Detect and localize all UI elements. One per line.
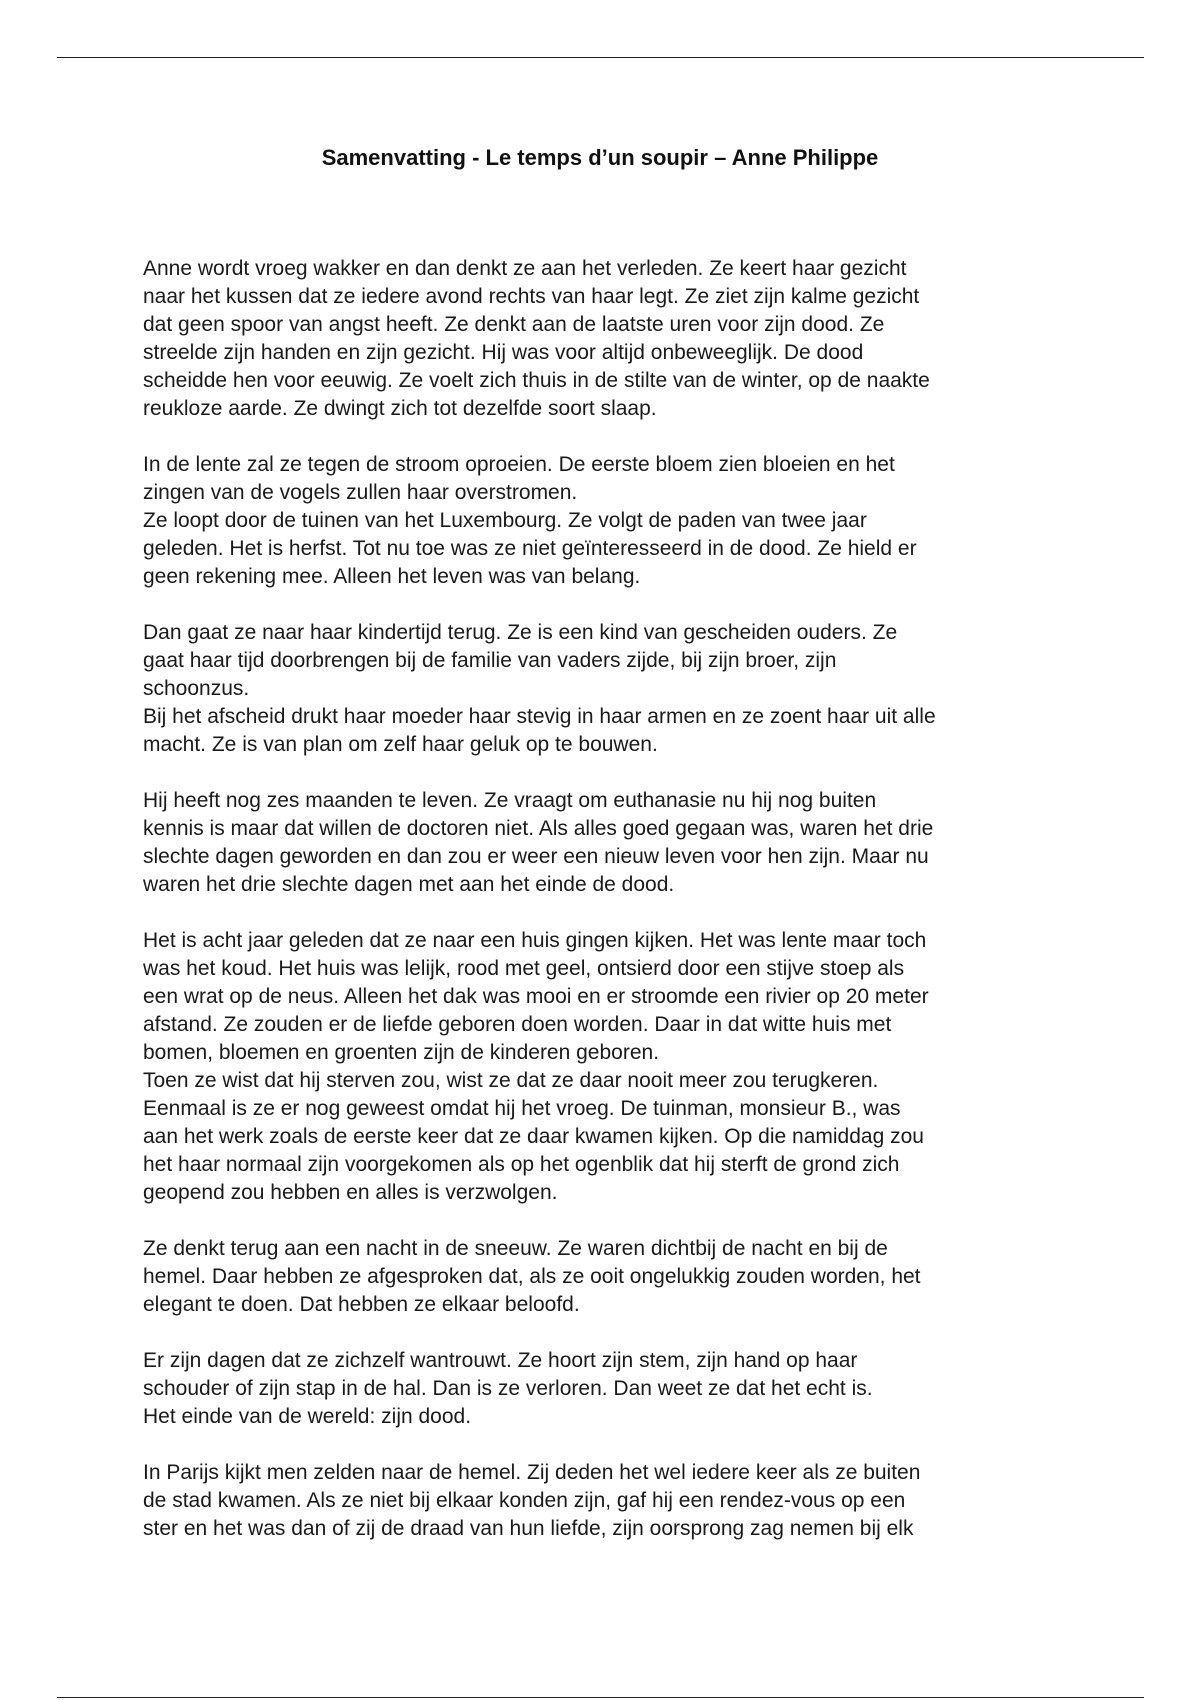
text-line: Er zijn dagen dat ze zichzelf wantrouwt. Ze hoort zijn stem, zijn hand op haar xyxy=(143,1349,858,1372)
text-line: slechte dagen geworden en dan zou er weer een nieuw leven voor hen zijn. Maar nu xyxy=(143,845,929,868)
paragraph-1 xyxy=(143,255,1073,423)
text-line: Eenmaal is ze er nog geweest omdat hij het vroeg. De tuinman, monsieur B., was xyxy=(143,1097,901,1120)
text-line: geen rekening mee. Alleen het leven was van belang. xyxy=(143,565,641,588)
document-body xyxy=(143,255,1073,1571)
text-line: zingen van de vogels zullen haar overstromen. xyxy=(143,481,578,504)
text-line: In de lente zal ze tegen de stroom oproeien. De eerste bloem zien bloeien en het xyxy=(143,453,895,476)
paragraph-6 xyxy=(143,1235,1073,1319)
paragraph-8 xyxy=(143,1459,1073,1543)
top-rule xyxy=(57,57,1144,58)
text-line: elegant te doen. Dat hebben ze elkaar beloofd. xyxy=(143,1293,580,1316)
text-line: macht. Ze is van plan om zelf haar geluk op te bouwen. xyxy=(143,733,658,756)
text-line: het haar normaal zijn voorgekomen als op het ogenblik dat hij sterft de grond zich xyxy=(143,1153,900,1176)
paragraph-7 xyxy=(143,1347,1073,1431)
text-line: In Parijs kijkt men zelden naar de hemel. Zij deden het wel iedere keer als ze buiten xyxy=(143,1461,921,1484)
text-line: schouder of zijn stap in de hal. Dan is ze verloren. Dan weet ze dat het echt is. xyxy=(143,1377,873,1400)
text-line: Dan gaat ze naar haar kindertijd terug. Ze is een kind van gescheiden ouders. Ze xyxy=(143,621,898,644)
text-line: Het is acht jaar geleden dat ze naar een huis gingen kijken. Het was lente maar toch xyxy=(143,929,927,952)
text-line: afstand. Ze zouden er de liefde geboren doen worden. Daar in dat witte huis met xyxy=(143,1013,892,1036)
paragraph-2 xyxy=(143,451,1073,591)
text-line: Bij het afscheid drukt haar moeder haar stevig in haar armen en ze zoent haar uit alle xyxy=(143,705,936,728)
text-line: ster en het was dan of zij de draad van hun liefde, zijn oorsprong zag nemen bij elk xyxy=(143,1517,914,1540)
text-line: streelde zijn handen en zijn gezicht. Hij was voor altijd onbeweeglijk. De dood xyxy=(143,341,864,364)
bottom-rule xyxy=(57,1697,1144,1698)
text-line: waren het drie slechte dagen met aan het einde de dood. xyxy=(143,873,675,896)
text-line: kennis is maar dat willen de doctoren niet. Als alles goed gegaan was, waren het drie xyxy=(143,817,934,840)
paragraph-4 xyxy=(143,787,1073,899)
text-line: dat geen spoor van angst heeft. Ze denkt aan de laatste uren voor zijn dood. Ze xyxy=(143,313,885,336)
text-line: schoonzus. xyxy=(143,677,250,700)
text-line: gaat haar tijd doorbrengen bij de familie van vaders zijde, bij zijn broer, zijn xyxy=(143,649,837,672)
text-line: geopend zou hebben en alles is verzwolgen. xyxy=(143,1181,558,1204)
text-line: Het einde van de wereld: zijn dood. xyxy=(143,1405,472,1428)
text-line: bomen, bloemen en groenten zijn de kinderen geboren. xyxy=(143,1041,660,1064)
text-line: was het koud. Het huis was lelijk, rood met geel, ontsierd door een stijve stoep als xyxy=(143,957,905,980)
text-line: geleden. Het is herfst. Tot nu toe was ze niet geïnteresseerd in de dood. Ze hield er xyxy=(143,537,917,560)
paragraph-3 xyxy=(143,619,1073,759)
text-line: een wrat op de neus. Alleen het dak was mooi en er stroomde een rivier op 20 meter xyxy=(143,985,929,1008)
text-line: Anne wordt vroeg wakker en dan denkt ze aan het verleden. Ze keert haar gezicht xyxy=(143,257,907,280)
text-line: de stad kwamen. Als ze niet bij elkaar konden zijn, gaf hij een rendez-vous op een xyxy=(143,1489,906,1512)
text-line: Ze loopt door de tuinen van het Luxembourg. Ze volgt de paden van twee jaar xyxy=(143,509,867,532)
document-title: Samenvatting - Le temps d’un soupir – Anne Philippe xyxy=(321,145,879,170)
text-line: Hij heeft nog zes maanden te leven. Ze vraagt om euthanasie nu hij nog buiten xyxy=(143,789,877,812)
text-line: scheidde hen voor eeuwig. Ze voelt zich thuis in de stilte van de winter, op de naakte xyxy=(143,369,930,392)
text-line: hemel. Daar hebben ze afgesproken dat, als ze ooit ongelukkig zouden worden, het xyxy=(143,1265,921,1288)
paragraph-5 xyxy=(143,927,1073,1207)
text-line: reukloze aarde. Ze dwingt zich tot dezelfde soort slaap. xyxy=(143,397,657,420)
text-line: Toen ze wist dat hij sterven zou, wist ze dat ze daar nooit meer zou terugkeren. xyxy=(143,1069,879,1092)
text-line: Ze denkt terug aan een nacht in de sneeuw. Ze waren dichtbij de nacht en bij de xyxy=(143,1237,888,1260)
text-line: naar het kussen dat ze iedere avond rechts van haar legt. Ze ziet zijn kalme gezicht xyxy=(143,285,920,308)
text-line: aan het werk zoals de eerste keer dat ze daar kwamen kijken. Op die namiddag zou xyxy=(143,1125,924,1148)
